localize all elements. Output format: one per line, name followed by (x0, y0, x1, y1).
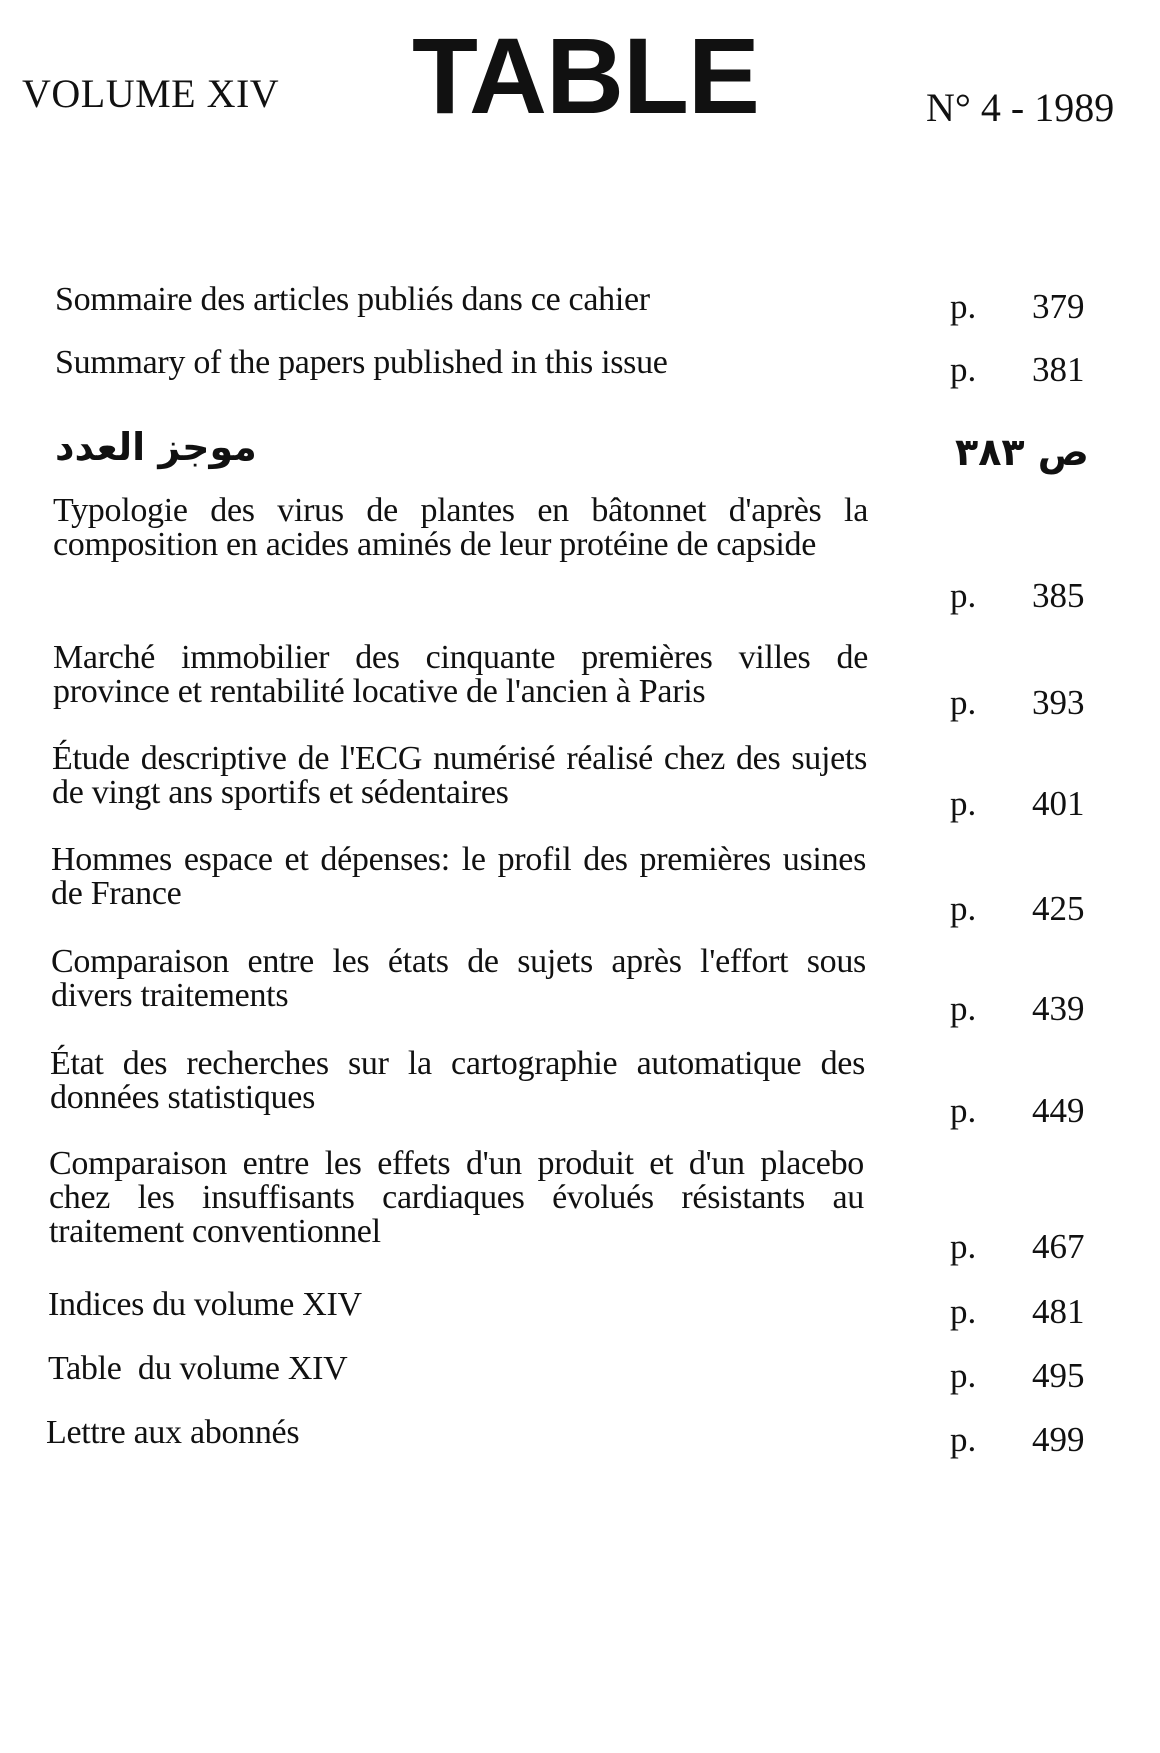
page-number: 393 (1032, 683, 1085, 722)
page-prefix: p. (950, 1292, 977, 1331)
page-number: 449 (1032, 1091, 1085, 1130)
page-number: 425 (1032, 889, 1085, 928)
page-prefix: p. (950, 683, 977, 722)
page-prefix: p. (950, 287, 977, 326)
entry-page-ref (950, 889, 1085, 929)
entry-page-ref (950, 683, 1085, 723)
entry-title: Lettre aux abonnés (46, 1414, 300, 1451)
page-prefix: p. (950, 889, 977, 928)
page-prefix: p. (950, 1420, 977, 1459)
entry-page-ref (950, 576, 1085, 616)
page-number: 467 (1032, 1227, 1085, 1266)
page-number: 381 (1032, 350, 1085, 389)
page-number: 495 (1032, 1356, 1085, 1395)
entry-title: Typologie des virus de plantes en bâtonnet d'après la composition en acides aminés de leur protéine de capside (53, 492, 868, 563)
entry-title: Comparaison entre les effets d'un produit et d'un placebo chez les insuffisants cardiaques évolués résistants au traitement conventionnel (49, 1145, 864, 1250)
page-number: 385 (1032, 576, 1085, 615)
entry-title: Étude descriptive de l'ECG numérisé réalisé chez des sujets de vingt ans sportifs et sédentaires (52, 740, 867, 811)
entry-page-ref (950, 287, 1085, 327)
arabic-summary-page: ص ٣٨٣ (955, 430, 1089, 474)
entry-page-ref (950, 1227, 1085, 1267)
entry-title: Sommaire des articles publiés dans ce cahier (55, 281, 650, 318)
page-prefix: p. (950, 1227, 977, 1266)
entry-page-ref (950, 1356, 1085, 1396)
page-number: 401 (1032, 784, 1085, 823)
entry-title: Marché immobilier des cinquante premières villes de province et rentabilité locative de l'ancien à Paris (53, 639, 868, 710)
arabic-summary-title: موجز العدد (55, 425, 257, 469)
issue-label: N° 4 - 1989 (926, 85, 1115, 130)
entry-title: Hommes espace et dépenses: le profil des premières usines de France (51, 841, 866, 912)
entry-title: Table du volume XIV (48, 1350, 348, 1387)
page-prefix: p. (950, 784, 977, 823)
page-prefix: p. (950, 989, 977, 1028)
page-prefix: p. (950, 576, 977, 615)
entry-title: Comparaison entre les états de sujets après l'effort sous divers traitements (51, 943, 866, 1014)
entry-page-ref (950, 989, 1085, 1029)
page-prefix: p. (950, 350, 977, 389)
entry-page-ref (950, 1091, 1085, 1131)
page-prefix: p. (950, 1091, 977, 1130)
volume-label: VOLUME XIV (22, 71, 280, 116)
entry-page-ref (950, 1420, 1085, 1460)
page-prefix: p. (950, 1356, 977, 1395)
entry-title: Summary of the papers published in this issue (55, 344, 668, 381)
page-number: 379 (1032, 287, 1085, 326)
entry-page-ref (950, 784, 1085, 824)
page-number: 481 (1032, 1292, 1085, 1331)
entry-title: Indices du volume XIV (48, 1286, 362, 1323)
entry-page-ref (950, 350, 1085, 390)
page-number: 439 (1032, 989, 1085, 1028)
page-number: 499 (1032, 1420, 1085, 1459)
entry-page-ref (950, 1292, 1085, 1332)
page-title: TABLE (412, 15, 759, 136)
entry-title: État des recherches sur la cartographie automatique des données statistiques (50, 1045, 865, 1116)
